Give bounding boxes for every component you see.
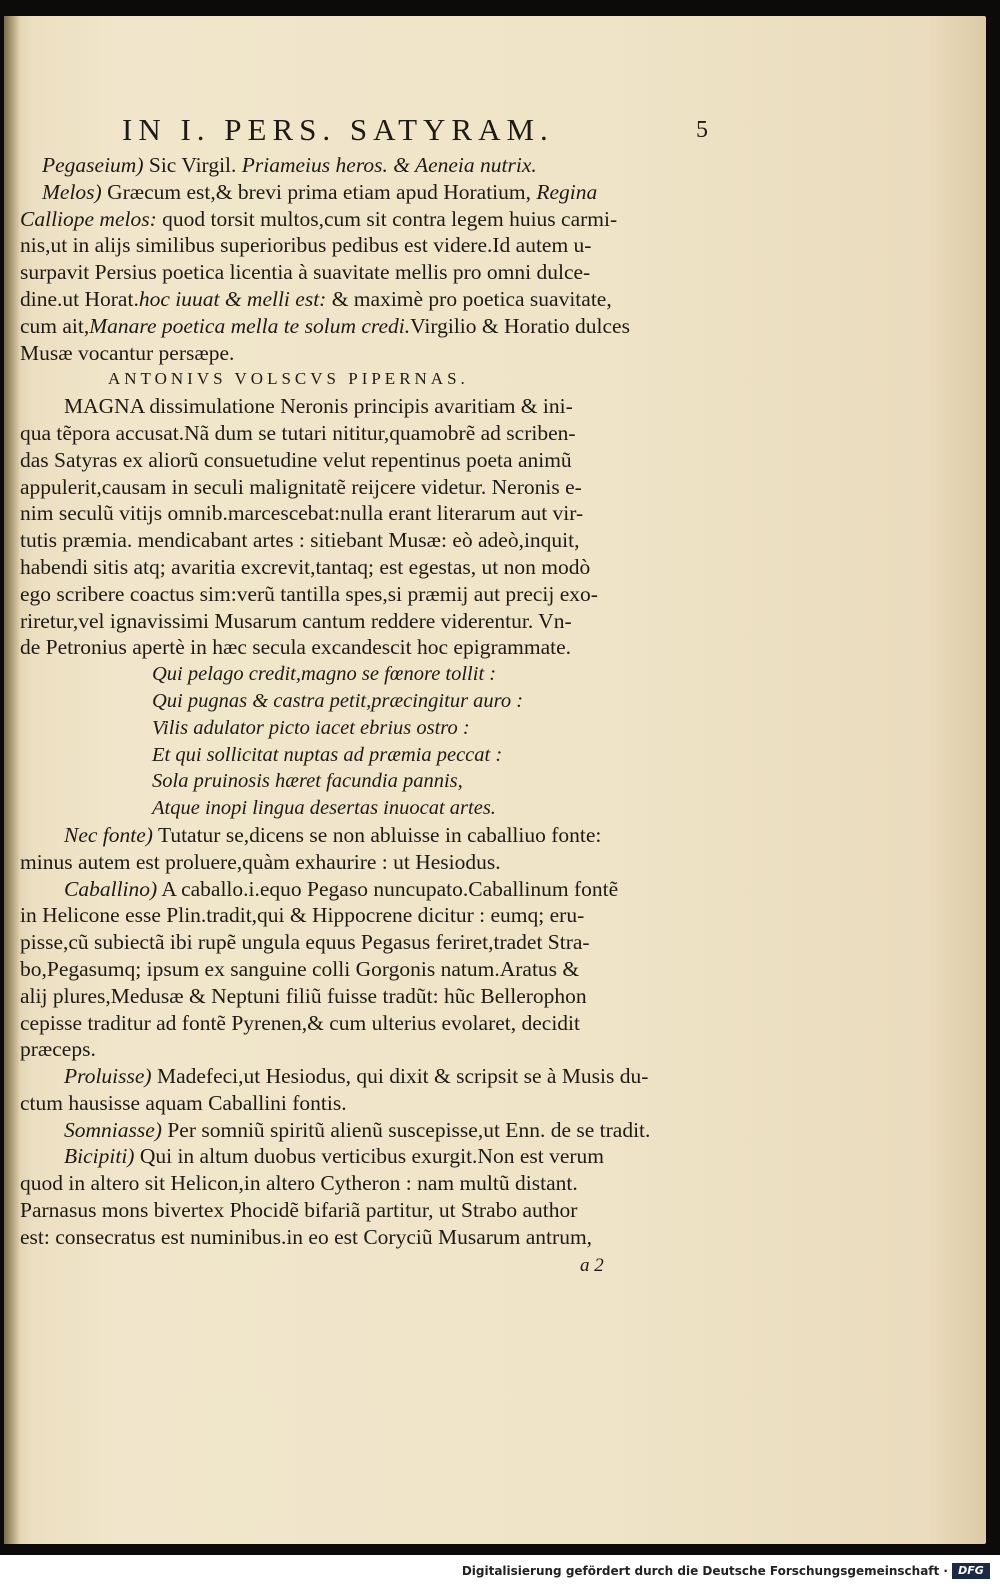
text-line [20, 1010, 740, 1037]
text-line [20, 688, 740, 715]
italic-text: Proluisse) [64, 1064, 152, 1089]
roman-text: tutis præmia. mendicabant artes : sitiebant Musæ: eò adeò,inquit, [20, 528, 580, 553]
roman-text: bo,Pegasumq; ipsum ex sanguine colli Gorgonis natum.Aratus & [20, 956, 580, 981]
italic-text: Manare poetica mella te solum credi. [89, 313, 411, 338]
italic-text: Calliope melos: [20, 206, 157, 231]
roman-text: Virgilio & Horatio dulces [410, 313, 630, 338]
roman-text: minus autem est proluere,quàm exhaurire : ut Hesiodus. [20, 849, 501, 874]
roman-text: Per somniũ spiritũ alienũ suscepisse,ut Enn. de se tradit. [161, 1117, 651, 1142]
roman-text: Parnasus mons bivertex Phocidẽ bifariã partitur, ut Strabo author [20, 1198, 578, 1223]
italic-text: Nec fonte) [64, 822, 153, 847]
roman-text: nim seculũ vitijs omnib.marcescebat:nulla erant literarum aut vir- [20, 501, 584, 526]
text-line [20, 1063, 740, 1090]
italic-text: Priameius heros. & Aeneia nutrix. [241, 153, 537, 177]
italic-text: Pegaseium) [42, 153, 144, 177]
roman-text: qua tẽpora accusat.Nã dum se tutari nititur,quamobrẽ ad scriben- [20, 420, 576, 445]
italic-text: hoc iuuat & melli est: [138, 286, 327, 311]
text-line [20, 849, 740, 876]
italic-text: Qui pelago credit,magno se fœnore tollit : [152, 663, 497, 686]
text-line [20, 500, 740, 527]
roman-text: Madefeci,ut Hesiodus, qui dixit & scripsit se à Musis du- [151, 1064, 649, 1089]
text-line [20, 313, 740, 340]
dfg-logo: DFG [952, 1563, 990, 1579]
roman-text: cum ait, [20, 313, 90, 338]
italic-text: Qui pugnas & castra petit,præcingitur auro : [152, 689, 524, 712]
italic-text: Regina [536, 179, 598, 204]
italic-text: Somniasse) [64, 1117, 162, 1142]
text-line [20, 474, 740, 501]
text-line [20, 1224, 740, 1251]
roman-text: cepisse traditur ad fontẽ Pyrenen,& cum ulterius evolaret, decidit [20, 1010, 581, 1035]
italic-text: Vilis adulator picto iacet ebrius ostro : [152, 716, 470, 739]
text-line [20, 581, 740, 608]
italic-text: Sola pruinosis hæret facundia pannis, [152, 770, 463, 793]
italic-text: Melos) [42, 179, 102, 204]
roman-text: MAGNA dissimulatione Neronis principis avaritiam & ini- [64, 394, 573, 419]
text-line [20, 822, 740, 849]
text-line [20, 366, 740, 393]
text-line [20, 608, 740, 635]
roman-text: Musæ vocantur persæpe. [20, 340, 235, 365]
text-line [20, 929, 740, 956]
text-line [20, 768, 740, 795]
text-line [20, 1170, 740, 1197]
page-text [20, 108, 740, 1281]
roman-text: riretur,vel ignavissimi Musarum cantum reddere viderentur. Vn- [20, 608, 572, 633]
text-line [20, 902, 740, 929]
book-page [4, 16, 986, 1544]
text-line [20, 527, 740, 554]
text-line [20, 983, 740, 1010]
text-line [20, 876, 740, 903]
roman-text: A caballo.i.equo Pegaso nuncupato.Caballinum fontẽ [157, 876, 619, 901]
roman-text: appulerit,causam in seculi malignitatẽ reijcere videtur. Neronis e- [20, 474, 582, 499]
running-head [20, 108, 740, 152]
page-number: 5 [696, 117, 708, 143]
text-line [20, 661, 740, 688]
page-gutter [4, 16, 20, 1544]
text-line [20, 1143, 740, 1170]
text-line [20, 554, 740, 581]
roman-text: alij plures,Medusæ & Neptuni filiũ fuisse tradũt: hũc Bellerophon [20, 983, 587, 1008]
text-line [20, 393, 740, 420]
roman-text: dine.ut Horat. [20, 286, 139, 311]
italic-text: Atque inopi lingua desertas inuocat artes. [152, 797, 496, 820]
footer-bar [0, 1555, 1000, 1587]
text-line [20, 634, 740, 661]
roman-text: surpavit Persius poetica licentia à suavitate mellis pro omni dulce- [20, 260, 591, 285]
roman-text: Qui in altum duobus verticibus exurgit.Non est verum [134, 1144, 605, 1169]
text-line [20, 1090, 740, 1117]
roman-text: nis,ut in alijs similibus superioribus pedibus est videre.Id autem u- [20, 233, 592, 258]
text-line [20, 152, 740, 179]
text-line [20, 956, 740, 983]
roman-text: quod in altero sit Helicon,in altero Cytheron : nam multũ distant. [20, 1171, 578, 1196]
roman-text: de Petronius apertè in hæc secula excandescit hoc epigrammate. [20, 635, 572, 660]
roman-text: habendi sitis atq; avaritia excrevit,tantaq; est egestas, ut non modò [20, 554, 591, 579]
funding-credit: Digitalisierung gefördert durch die Deutsche Forschungsgemeinschaft · [461, 1564, 948, 1578]
text-line [20, 1036, 740, 1063]
text-line [20, 340, 740, 367]
roman-text: & maximè pro poetica suavitate, [326, 286, 612, 311]
text-line [20, 206, 740, 233]
roman-text: Sic Virgil. [143, 153, 242, 177]
italic-text: Caballino) [64, 876, 158, 901]
running-head-title: IN I. PERS. SATYRAM. [122, 112, 554, 147]
roman-text: pisse,cũ subiectã ibi rupẽ ungula equus Pegasus feriret,tradet Stra- [20, 930, 590, 955]
text-line [20, 259, 740, 286]
body-text [20, 152, 740, 1251]
roman-text: Tutatur se,dicens se non abluisse in caballiuo fonte: [152, 822, 602, 847]
roman-text: præceps. [20, 1037, 96, 1062]
roman-text: quod torsit multos,cum sit contra legem huius carmi- [156, 206, 618, 231]
text-line [20, 742, 740, 769]
text-line [20, 179, 740, 206]
italic-text: Bicipiti) [64, 1144, 135, 1169]
roman-text: in Helicone esse Plin.tradit,qui & Hippocrene dicitur : eumq; eru- [20, 903, 585, 928]
italic-text: Et qui sollicitat nuptas ad præmia peccat : [152, 743, 503, 766]
text-line [20, 232, 740, 259]
text-line [20, 1117, 740, 1144]
signature-mark: a 2 [580, 1254, 604, 1276]
text-line [20, 795, 740, 822]
text-line [20, 447, 740, 474]
roman-text: ctum hausisse aquam Caballini fontis. [20, 1090, 347, 1115]
roman-text: est: consecratus est numinibus.in eo est Coryciũ Musarum antrum, [20, 1224, 593, 1249]
text-line [20, 286, 740, 313]
text-line [20, 715, 740, 742]
roman-text: Græcum est,& brevi prima etiam apud Horatium, [101, 179, 537, 204]
roman-text: das Satyras ex aliorũ consuetudine velut repentinus poeta animũ [20, 447, 572, 472]
roman-text: ANTONIVS VOLSCVS PIPERNAS. [108, 369, 469, 389]
roman-text: ego scribere coactus sim:verũ tantilla spes,si præmij aut precij exo- [20, 581, 598, 606]
text-line [20, 420, 740, 447]
text-line [20, 1197, 740, 1224]
